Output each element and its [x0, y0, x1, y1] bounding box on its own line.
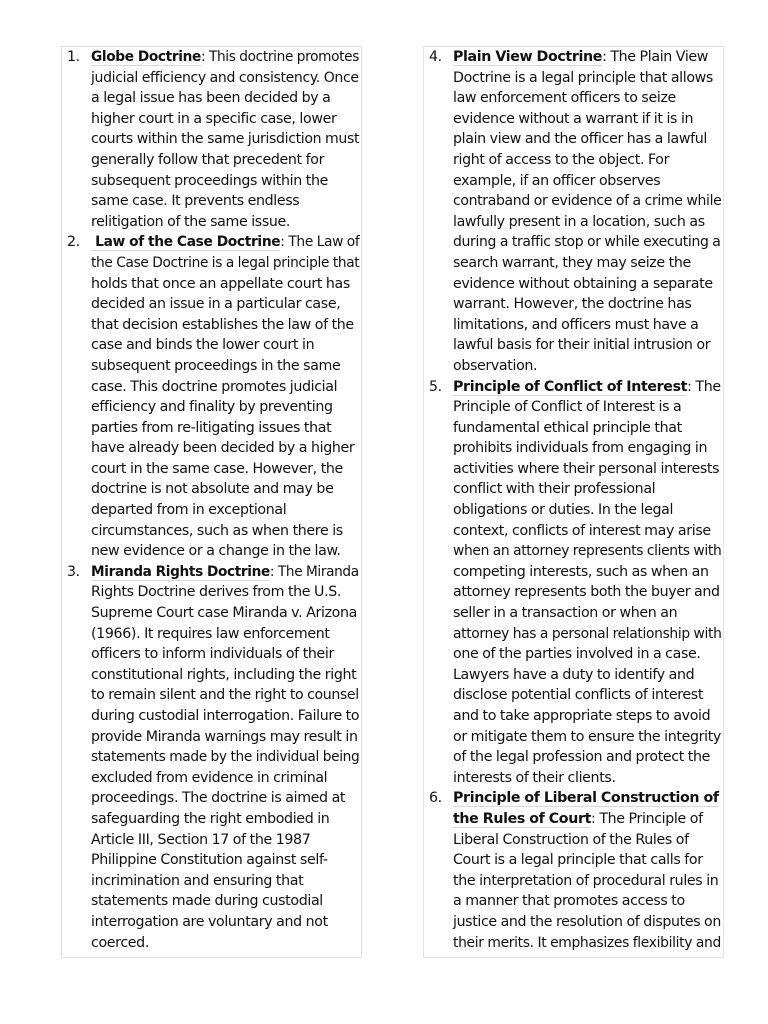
text-line: interests of their clients. [453, 769, 616, 786]
list-number: 6. [429, 790, 442, 807]
text-line: right of access to the object. For [453, 151, 670, 168]
item-first-line [453, 47, 723, 68]
text-line: proceedings. The doctrine is aimed at [91, 790, 346, 807]
term-lead-text: : The Law of [280, 234, 360, 251]
text-line: Article III, Section 17 of the 1987 [91, 831, 311, 848]
list-number: 4. [429, 49, 442, 65]
text-line: limitations, and officers must have a [453, 316, 699, 333]
text-line: doctrine is not absolute and may be [91, 481, 334, 498]
text-line: conflict with their professional [453, 481, 656, 498]
list-item-liberal-construction [424, 788, 723, 953]
text-line: during custodial interrogation. Failure to [91, 708, 360, 724]
list-number: 3. [67, 563, 80, 580]
text-line: or mitigate them to ensure the integrity [453, 728, 721, 745]
list-number: 5. [429, 378, 442, 395]
text-line: incrimination and ensuring that [91, 872, 304, 889]
text-line: coerced. [91, 934, 149, 951]
term-heading: Principle of Conflict of Interest [453, 378, 688, 395]
text-line: interrogation are voluntary and not [91, 913, 328, 930]
text-line: activities where their personal interests [453, 460, 720, 477]
text-line: of the legal profession and protect the [453, 749, 711, 766]
text-line: new evidence or a change in the law. [91, 543, 341, 560]
term-lead-text: : This doctrine promotes [200, 49, 360, 65]
text-line: decided an issue in a particular case, [91, 296, 341, 313]
text-line: parties from re-litigating issues that [91, 419, 332, 436]
text-line: search warrant, they may seize the [453, 254, 691, 271]
term-heading: Miranda Rights Doctrine [91, 563, 270, 580]
text-line: Rights Doctrine derives from the U.S. [91, 584, 342, 601]
text-line: context, conflicts of interest may arise [453, 522, 711, 539]
text-line: Supreme Court case Miranda v. Arizona [91, 605, 357, 622]
item-first-line [91, 562, 359, 583]
item-first-line [453, 377, 723, 398]
text-line: Doctrine is a legal principle that allows [453, 69, 713, 86]
text-line: statements made during custodial [91, 893, 323, 910]
list-item-globe-doctrine [62, 47, 361, 232]
text-line: generally follow that precedent for [91, 151, 325, 168]
text-line: plain view and the officer has a lawful [453, 131, 707, 148]
text-line: law enforcement officers to seize [453, 90, 676, 107]
text-line: their merits. It emphasizes flexibility and [453, 934, 721, 951]
text-line: excluded from evidence in criminal [91, 769, 328, 786]
list-item-plain-view [424, 47, 723, 377]
list-number: 1. [67, 49, 80, 65]
text-line: subsequent proceedings within the [91, 172, 328, 189]
text-line: lawfully present in a location, such as [453, 213, 705, 230]
term-heading: Plain View Doctrine [453, 49, 603, 65]
term-lead-text: : The Plain View [602, 49, 709, 65]
text-line: safeguarding the right embodied in [91, 810, 330, 827]
text-line: to remain silent and the right to counsel [91, 687, 359, 704]
list-item-law-of-the-case [62, 232, 361, 562]
text-line: lawful basis for their initial intrusion or [453, 337, 711, 354]
text-line: have already been decided by a higher [91, 440, 355, 457]
text-line: Philippine Constitution against self- [91, 852, 328, 869]
right-column [423, 46, 724, 958]
item-first-line [453, 788, 723, 809]
item-first-line [91, 47, 360, 68]
text-line: a legal issue has been decided by a [91, 90, 331, 107]
item-first-line [91, 232, 360, 253]
text-line: evidence without a warrant if it is in [453, 110, 694, 127]
text-line: justice and the resolution of disputes on [453, 913, 721, 930]
text-line: one of the parties involved in a case. [453, 646, 701, 663]
text-line: Liberal Construction of the Rules of [453, 831, 689, 848]
text-line: competing interests, such as when an [453, 563, 709, 580]
term-heading: Law of the Case Doctrine [91, 234, 281, 251]
text-line: a manner that promotes access to [453, 893, 685, 910]
text-line: attorney represents both the buyer and [453, 584, 720, 601]
text-line: observation. [453, 357, 538, 374]
text-line: judicial efficiency and consistency. Once [91, 69, 359, 86]
text-line: warrant. However, the doctrine has [453, 296, 692, 313]
text-line: fundamental ethical principle that [453, 419, 682, 436]
item-second-line [453, 809, 723, 830]
text-line: when an attorney represents clients with [453, 543, 722, 560]
text-line: efficiency and finality by preventing [91, 399, 333, 416]
text-line: courts within the same jurisdiction must [91, 131, 360, 148]
list-item-conflict-of-interest [424, 377, 723, 789]
text-line: court in the same case. However, the [91, 460, 343, 477]
text-line: higher court in a specific case, lower [91, 110, 337, 127]
text-line: evidence without obtaining a separate [453, 275, 713, 292]
text-line: Court is a legal principle that calls for [453, 852, 703, 869]
left-column [61, 46, 362, 958]
text-line: contraband or evidence of a crime while [453, 193, 722, 210]
term-heading: Globe Doctrine [91, 49, 201, 65]
text-line: (1966). It requires law enforcement [91, 625, 330, 642]
text-line: provide Miranda warnings may result in [91, 728, 358, 745]
list-number: 2. [67, 234, 80, 251]
text-line: disclose potential conflicts of interest [453, 687, 704, 704]
text-line: circumstances, such as when there is [91, 522, 343, 539]
term-lead-text: : The [687, 378, 721, 395]
text-line: example, if an officer observes [453, 172, 661, 189]
term-heading-continued: the Rules of Court [453, 810, 592, 827]
text-line: subsequent proceedings in the same [91, 357, 341, 374]
list-item-miranda-rights [62, 562, 361, 953]
text-line: case. This doctrine promotes judicial [91, 378, 338, 395]
text-line: and to take appropriate steps to avoid [453, 708, 711, 724]
text-line: constitutional rights, including the right [91, 666, 357, 683]
text-line: the Case Doctrine is a legal principle that [91, 254, 360, 271]
text-line: that decision establishes the law of the [91, 316, 354, 333]
text-line: statements made by the individual being [91, 749, 360, 766]
text-line: same case. It prevents endless [91, 193, 300, 210]
text-line: Lawyers have a duty to identify and [453, 666, 695, 683]
text-line: officers to inform individuals of their [91, 646, 334, 663]
text-line: holds that once an appellate court has [91, 275, 350, 292]
term-lead-text: : The Principle of [591, 810, 703, 827]
text-line: relitigation of the same issue. [91, 213, 291, 230]
text-line: during a traffic stop or while executing a [453, 234, 721, 251]
text-line: departed from in exceptional [91, 502, 287, 519]
text-line: obligations or duties. In the legal [453, 502, 674, 519]
text-line: the interpretation of procedural rules in [453, 872, 719, 889]
text-line: Principle of Conflict of Interest is a [453, 399, 682, 416]
text-line: prohibits individuals from engaging in [453, 440, 708, 457]
text-line: case and binds the lower court in [91, 337, 315, 354]
text-line: seller in a transaction or when an [453, 605, 678, 622]
term-heading: Principle of Liberal Construction of [453, 790, 719, 807]
text-line: attorney has a personal relationship with [453, 625, 722, 642]
term-lead-text: : The Miranda [269, 563, 359, 580]
